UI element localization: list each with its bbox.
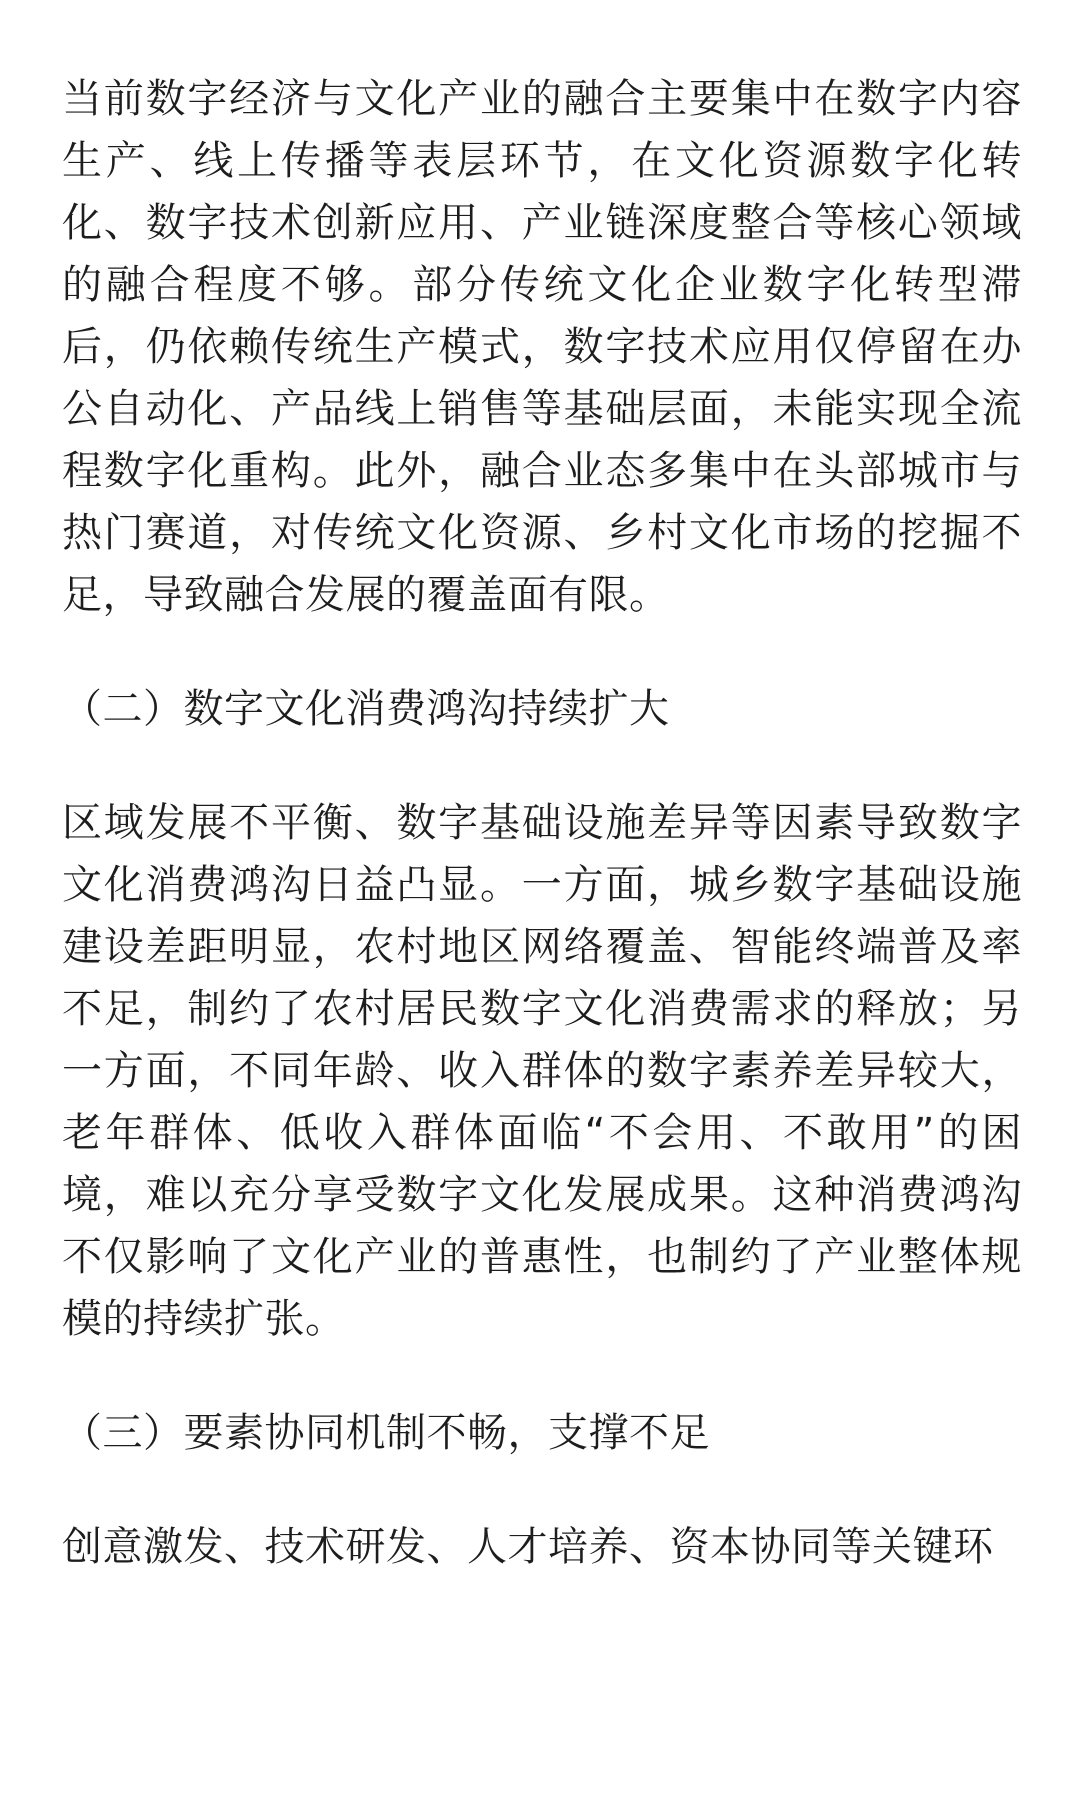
section-heading-consumption-gap: （二）数字文化消费鸿沟持续扩大 — [62, 686, 670, 732]
article-body — [62, 68, 1022, 1578]
section-heading-factor-coordination: （三）要素协同机制不畅，支撑不足 — [62, 1410, 710, 1456]
paragraph-fusion-depth: 当前数字经济与文化产业的融合主要集中在数字内容生产、线上传播等表层环节，在文化资源数字化转化、数字技术创新应用、产业链深度整合等核心领域的融合程度不够。部分传统文化企业数字化转型滞后，仍依赖传统生产模式，数字技术应用仅停留在办公自动化、产品线上销售等基础层面，未能实现全流程数字化重构。此外，融合业态多集中在头部城市与热门赛道，对传统文化资源、乡村文化市场的挖掘不足，导致融合发展的覆盖面有限。 — [62, 76, 1022, 618]
paragraph-consumption-gap: 区域发展不平衡、数字基础设施差异等因素导致数字文化消费鸿沟日益凸显。一方面，城乡数字基础设施建设差距明显，农村地区网络覆盖、智能终端普及率不足，制约了农村居民数字文化消费需求的释放；另一方面，不同年龄、收入群体的数字素养差异较大，老年群体、低收入群体面临“不会用、不敢用”的困境，难以充分享受数字文化发展成果。这种消费鸿沟不仅影响了文化产业的普惠性，也制约了产业整体规模的持续扩张。 — [62, 800, 1022, 1342]
paragraph-factor-coordination: 创意激发、技术研发、人才培养、资本协同等关键环 — [62, 1524, 994, 1570]
